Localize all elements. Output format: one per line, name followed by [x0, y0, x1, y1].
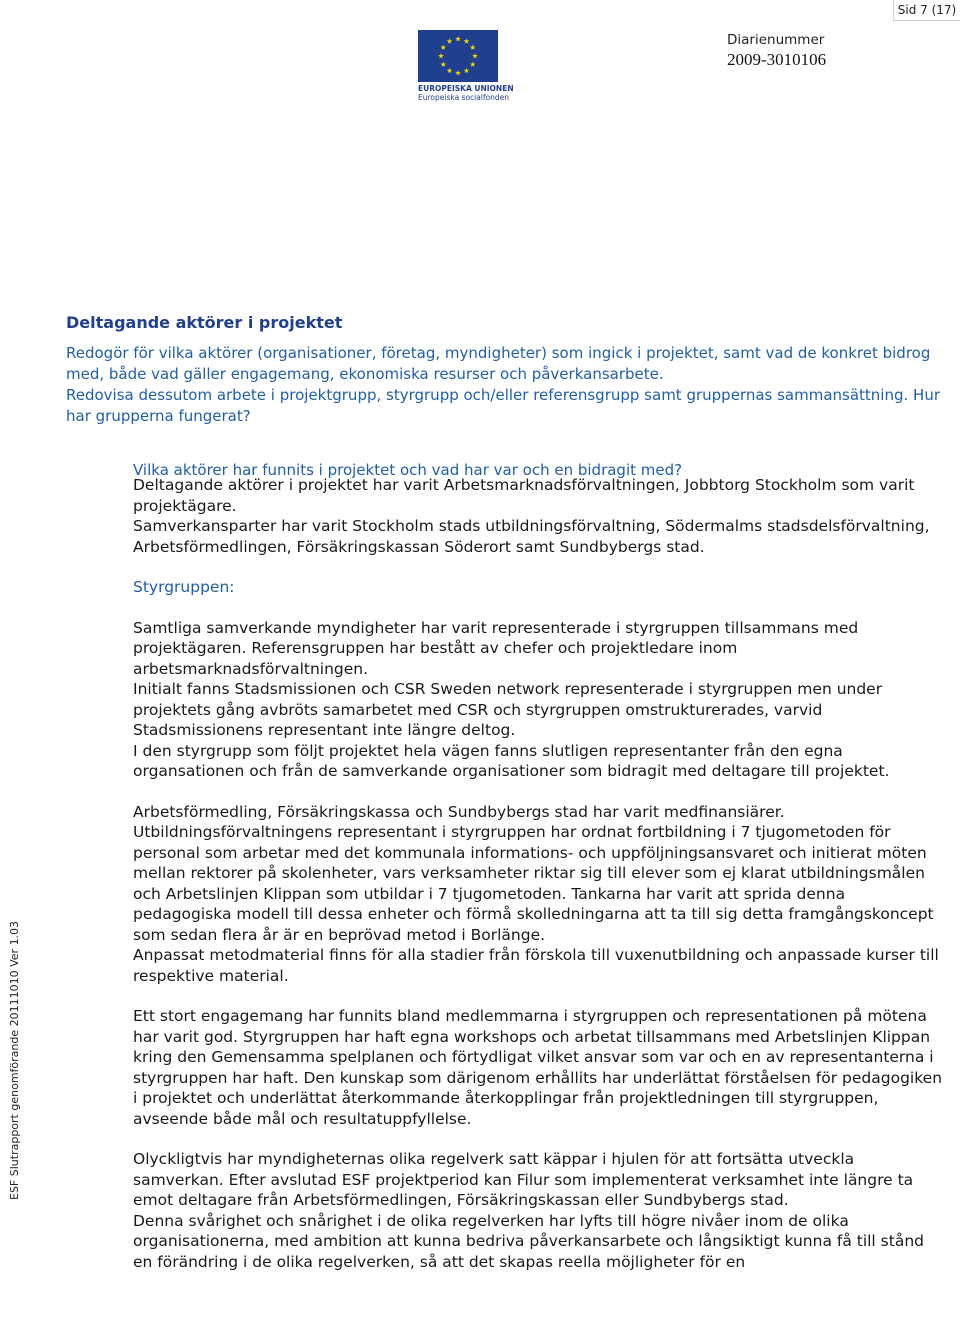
body-text [133, 475, 948, 1272]
eu-logo [418, 30, 514, 102]
question: Vilka aktörer har funnits i projektet och vad har var och en bidragit med? [133, 461, 683, 479]
paragraph: Samtliga samverkande myndigheter har varit representerade i styrgruppen tillsammans med projektägaren. Referensgruppen har bestått av chefer och projektledare inom arbetsmarknadsförvaltningen. [133, 618, 859, 678]
paragraph: Utbildningsförvaltningens representant i styrgruppen har ordnat fortbildning i 7 tjugometoden för personal som arbetar med det kommunala informations- och uppföljningsansvaret och initierat möten mellan rektorer på skolenheter, vars verksamheter riktar sig till elever som ej klarat utbildningsmålen och Arbetslinjen Klippan som utbildar i 7 tjugometoden. Tankarna har varit att sprida denna pedagogiska modell till dessa enheter och förmå skolledningarna att ta till sig detta framgångskoncept som sedan flera år är en beprövad metod i Borlänge. [133, 823, 934, 944]
instruction-paragraph: Redovisa dessutom arbete i projektgrupp, styrgrupp och/eller referensgrupp samt gruppernas sammansättning. Hur har grupperna fungerat? [66, 386, 940, 425]
section-heading: Deltagande aktörer i projektet [66, 313, 343, 332]
eu-flag-icon [418, 30, 498, 82]
paragraph: Ett stort engagemang har funnits bland medlemmarna i styrgruppen och representationen på mötena har varit god. Styrgruppen har haft egna workshops och arbetat tillsammans med Arbetslinjen Klippan kring den Gemensamma spelplanen och förtydligat vilket ansvar som var och en av representanterna i styrgruppen har haft. Den kunskap som därigenom erhållits har underlättat förståelsen för pedagogiken i projektet och underlättat återkommande återkopplingar från projektledningen till styrgruppen, avseende både mål och resultatuppfyllelse. [133, 1007, 943, 1128]
logo-caption-line1: EUROPEISKA UNIONEN [418, 84, 514, 93]
document-number-label: Diarienummer [727, 32, 825, 48]
paragraph: I den styrgrupp som följt projektet hela vägen fanns slutligen representanter från den egna organsationen och från de samverkande organisationer som bidragit med deltagare till projektet. [133, 741, 890, 780]
document-id-block [727, 31, 826, 71]
paragraph: Denna svårighet och snårighet i de olika regelverken har lyfts till högre nivåer inom de olika organisationerna, med ambition att kunna bedriva påverkansarbete och långsiktigt kunna få till stånd en förändring i de olika regelverken, så att det skapas reella möjligheter för en [133, 1211, 924, 1271]
paragraph: Deltagande aktörer i projektet har varit Arbetsmarknadsförvaltningen, Jobbtorg Stockholm som varit projektägare. [133, 476, 915, 515]
paragraph: Anpassat metodmaterial finns för alla stadier från förskola till vuxenutbildning och anpassade kurser till respektive material. [133, 946, 939, 985]
paragraph: Samverkansparter har varit Stockholm stads utbildningsförvaltning, Södermalms stadsdelsförvaltning, Arbetsförmedlingen, Försäkringskassan Söderort samt Sundbybergs stad. [133, 517, 930, 556]
page-number: Sid 7 (17) [893, 0, 960, 21]
instructions [66, 343, 946, 427]
side-footer: ESF Slutrapport genomförande 20111010 Ver 1.03 [8, 920, 21, 1200]
paragraph: Initialt fanns Stadsmissionen och CSR Sweden network representerade i styrgruppen men under projektets gång avbröts samarbetet med CSR och styrgruppen omstrukturerades, varvid Stadsmissionens representant inte längre deltog. [133, 680, 883, 739]
paragraph: Arbetsförmedling, Försäkringskassa och Sundbybergs stad har varit medfinansiärer. [133, 802, 785, 821]
logo-caption-line2: Europeiska socialfonden [418, 93, 510, 102]
styrgruppen-label: Styrgruppen: [133, 578, 235, 596]
paragraph: Olyckligtvis har myndigheternas olika regelverk satt käppar i hjulen för att fortsätta utveckla samverkan. Efter avslutad ESF projektperiod kan Filur som implementerat verksamhet inte längre ta emot deltagare från Arbetsförmedlingen, Försäkringskassan eller Sundbybergs stad. [133, 1150, 914, 1209]
instruction-paragraph: Redogör för vilka aktörer (organisationer, företag, myndigheter) som ingick i projektet, samt vad de konkret bidrog med, både vad gäller engagemang, ekonomiska resurser och påverkansarbete. [66, 344, 931, 383]
document-number: 2009-3010106 [727, 50, 827, 69]
